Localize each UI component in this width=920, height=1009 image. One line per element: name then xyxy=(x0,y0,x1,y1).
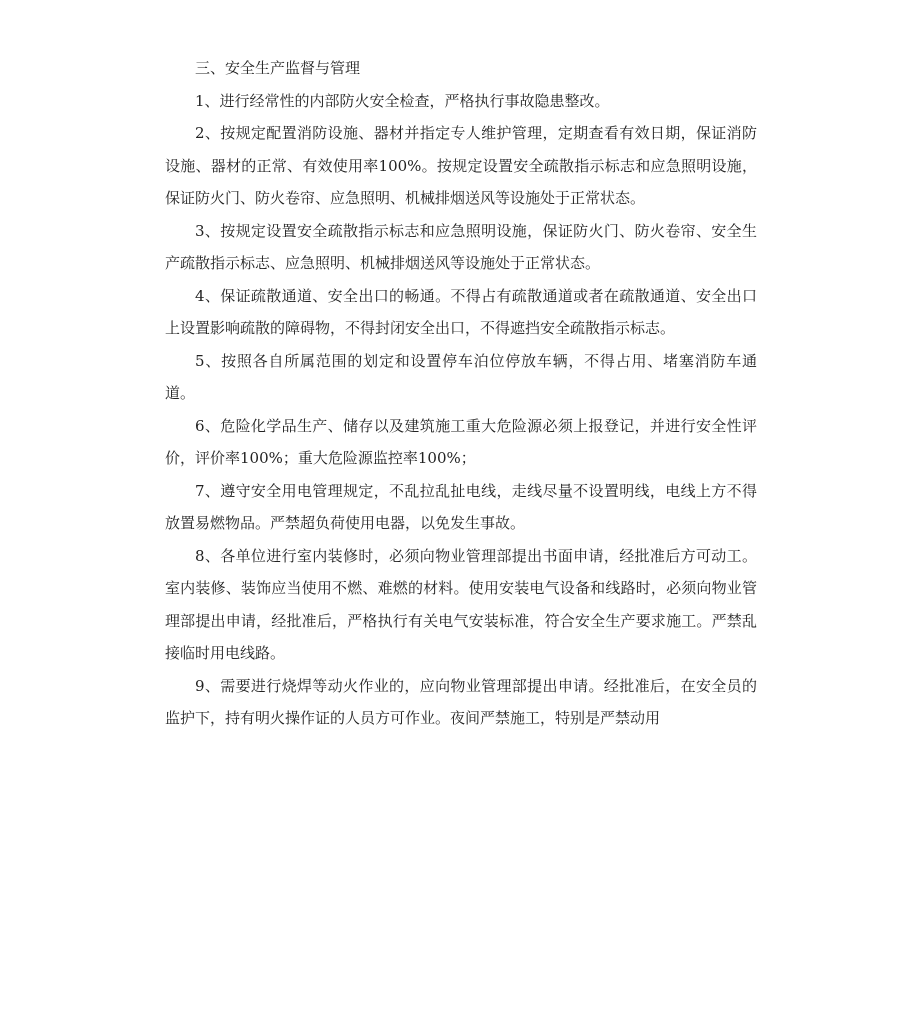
document-page xyxy=(165,52,757,735)
section-heading: 三、安全生产监督与管理 xyxy=(195,59,361,77)
paragraph-1: 1、进行经常性的内部防火安全检查，严格执行事故隐患整改。 xyxy=(195,91,610,110)
paragraph-3: 3、按规定设置安全疏散指示标志和应急照明设施，保证防火门、防火卷帘、安全生产疏散指示标志、应急照明、机械排烟送风等设施处于正常状态。 xyxy=(165,221,757,272)
paragraph-8: 8、各单位进行室内装修时，必须向物业管理部提出书面申请，经批准后方可动工。室内装修、装饰应当使用不燃、难燃的材料。使用安装电气设备和线路时，必须向物业管理部提出申请，经批准后，严格执行有关电气安装标准，符合安全生产要求施工。严禁乱接临时用电线路。 xyxy=(165,546,757,662)
paragraph-6: 6、危险化学品生产、储存以及建筑施工重大危险源必须上报登记，并进行安全性评价，评价率100%；重大危险源监控率100%； xyxy=(165,416,757,467)
paragraph-7: 7、遵守安全用电管理规定，不乱拉乱扯电线，走线尽量不设置明线，电线上方不得放置易燃物品。严禁超负荷使用电器，以免发生事故。 xyxy=(165,481,757,532)
paragraph-5: 5、按照各自所属范围的划定和设置停车泊位停放车辆，不得占用、堵塞消防车通道。 xyxy=(165,351,757,402)
paragraph-2: 2、按规定配置消防设施、器材并指定专人维护管理，定期查看有效日期，保证消防设施、器材的正常、有效使用率100%。按规定设置安全疏散指示标志和应急照明设施，保证防火门、防火卷帘、应急照明、机械排烟送风等设施处于正常状态。 xyxy=(165,124,757,207)
paragraph-9: 9、需要进行烧焊等动火作业的，应向物业管理部提出申请。经批准后，在安全员的监护下，持有明火操作证的人员方可作业。夜间严禁施工，特别是严禁动用 xyxy=(165,676,757,727)
paragraph-4: 4、保证疏散通道、安全出口的畅通。不得占有疏散通道或者在疏散通道、安全出口上设置影响疏散的障碍物，不得封闭安全出口，不得遮挡安全疏散指示标志。 xyxy=(165,286,757,337)
